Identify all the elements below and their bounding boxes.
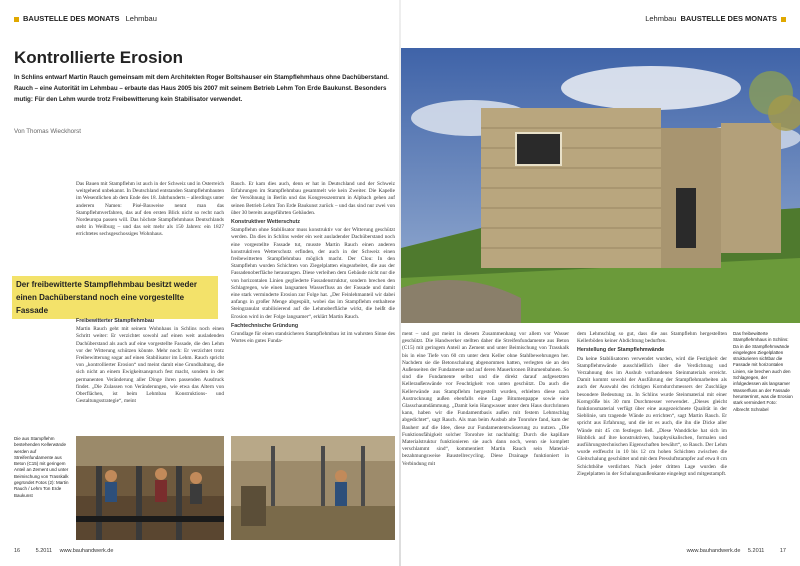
- website-label: www.bauhandwerk.de: [59, 548, 114, 554]
- column-1-bottom: [76, 316, 224, 434]
- house-photo-image: [401, 48, 800, 323]
- construction-photo-2-image: [231, 436, 395, 540]
- section-label: BAUSTELLE DES MONATS: [680, 14, 777, 23]
- subheading: Fachtechnische Gründung: [231, 322, 299, 329]
- paragraph: Rauch. Er kam dies auch, denn er hat in Deutschland und der Schweiz Erfahrungen im Stampflehmbau gesammelt wie kein Zweiter. Die Kapelle der Versöhnung in Berlin und das Kongresszentrum in Alpbach gehen auf seinen Betrieb Lehm Ton Erde Baukunst zurück – und das sind nur zwei von über 30 bereits ausgeführten Gebäuden.: [231, 181, 395, 216]
- subheading: Freibewitterter Stampflehmbau: [76, 318, 154, 324]
- column-3: [402, 331, 569, 541]
- section-marker-icon: [14, 17, 19, 22]
- column-4: [577, 331, 727, 541]
- house-photo: [401, 48, 800, 323]
- column-2: [231, 181, 395, 434]
- subheading: Konstruktiver Wetterschutz: [231, 219, 301, 226]
- paragraph: Da keine Stabilisatoren verwendet wurden, wird die Festigkeit der Stampflehmwände ausschließlich über die Verdichtung und Verzahnung des im Aushub vorhandenen Steinmaterials erreicht. Damit kommt sowohl der Ausführung der Stampflehmarbeiten als auch der Auswahl des richtigen Korndurchmessers der Zuschläge besondere Bedeutung zu. In Schlins wurde Steinmaterial mit einer Korngröße bis 30 mm Durchmesser verwendet. „Dieses gleicht funktionsmaterial verfügt über eine ausgezeichnete Qualität in der Sieblinie, um tragende Wände zu errichten“, sagt Martin Rauch. Er spricht aus Erfahrung, und die ist es auch, die ihn die Dicke aller Wände mit 45 cm festlegen ließ. „Diese Wanddicke hat sich im Hinblick auf ihre konstruktiven, bauphysikalischen, formalen und ausführungstechnischen Eigenschaften bewährt“, so Rauch. Der Lehm wurde erdfeucht in 10 bis 12 cm hohen Schichten zwischen die Gleitschalung geschüttet und mit dem Pressluftstampfer auf etwa 8 cm Schichthöhe verdichtet. Nach jeder dritten Lage wurden die Ziegelplatten in der Schalungsaußenkante eingelegt und mitgestampft.: [577, 355, 727, 477]
- byline: Von Thomas Wieckhorst: [14, 128, 81, 135]
- construction-photo-1-image: [76, 436, 224, 540]
- left-footer: [14, 548, 113, 554]
- paragraph: Martin Rauch geht mit seinem Wohnhaus in Schlins noch einen Schritt weiter: Er verzichtet sowohl auf einen weit ausladenden Dachüberstand als auch auf eine vorgestellte Fassade, die den Lehm vor der Witterung schützen könnte. Mehr noch: Er verzichtet trotz Freibewitterung sogar auf einen Stabilisator im Lehm. Rauch spricht von „kontrollierter Erosion“ und meint damit eine Grundhaltung, die sich nicht an einem Ewigkeitsanspruch fest macht, sondern in der permanenten Veränderung aller Dinge ihren passenden Ausdruck findet. „Die Zulassen von Veränderungen, wie etwa das Altern von Oberflächen, ist beim Lehmbau Konstruktions- und Gestaltungsstrategie“, meint: [76, 326, 224, 405]
- right-footer: [687, 548, 786, 554]
- topic-label: Lehmbau: [125, 14, 157, 23]
- page-number: 17: [779, 548, 786, 554]
- topic-label: Lehmbau: [645, 14, 677, 23]
- column-1-top: [76, 181, 224, 261]
- left-running-header: [14, 14, 157, 23]
- paragraph: Das Bauen mit Stampflehm ist auch in der Schweiz und in Österreich weitgehend unbekannt. In Deutschland entstanden Stampflehmbauten im Wesentlichen ab dem Ende des 18. Jahrhunderts – allerdings unter anderem Namen: Pisé-Bauweise nennt man das Stampflehmverfahren, das auf den ersten Blick nicht so recht nach Nordeuropa passen will. Das höchste Stampflehmhaus Deutschlands steht in Weilburg – und das seit mehr als 150 Jahren: ein 1827 errichtetes sechsgeschossiges Wohnhaus.: [76, 181, 224, 238]
- paragraph: Grundlage für einen standsicheren Stampflehmbau ist im wahrsten Sinne des Wortes ein gutes Funda-: [231, 331, 395, 345]
- section-marker-icon: [781, 17, 786, 22]
- photo-caption-right: Das freibewitterte Stampflehmhaus in Schlins: Da in die Stampflehmwände eingelegten Ziegelplatten strukturieren sichtbar die Fassade mit horizontalen Linien, sie brechen auch den Schlagregen, der infolgedessen als langsamer Wasserfluss an der Fassade herunterrinnt, was die Erosion stark vermindert Foto: Albrecht Schrabel: [733, 331, 793, 412]
- subheading: Herstellung der Stampflehmwände: [577, 347, 665, 354]
- section-label: BAUSTELLE DES MONATS: [23, 14, 120, 23]
- paragraph: dem Lehmschlag so gut, dass die aus Stampflehm hergestellten Kellerböden keiner Abdichtung bedurften.: [577, 331, 727, 345]
- page-number: 16: [14, 548, 21, 554]
- article-title: Kontrollierte Erosion: [14, 48, 184, 67]
- article-lead: In Schlins entwarf Martin Rauch gemeinsam mit dem Architekten Roger Boltshauser ein Stampflehmhaus ohne Dachüberstand. Rauch – eine Autorität im Lehmbau – erbaute das Haus 2005 bis 2007 mit seinem Betrieb Lehm Ton Erde Baukunst. Besonders mutig: Für den Lehm wurde trotz Freibewitterung kein Stabilisator verwendet.: [14, 74, 389, 103]
- photo-caption-left: Die aus Stampflehm bestehenden Kellerwände werden auf Streifenfundamente aus Beton (C15) mit geringem Anteil an Zement und unter Beimischung von Trasskalk gegründet Fotos (2): Martin Rauch / Lehm Ton Erde Baukunst: [14, 436, 69, 498]
- paragraph: ment – und gut meint in diesem Zusammenhang vor allem vor Wasser geschützt. Die Handwerker stellten daher die Streifenfundamente aus Beton (C15) mit geringem Anteil an Zement und unter Beimischung von Trasskalk bis in eine Tiefe von 60 cm unter dem Keller ohne Stahlbewehrungen her. Nachdem sie die Betonschalung abgenommen hatten, verlegten sie an den Außenseiten der Fundamente und auf deren Mauerkronen Bitumenbahnen. So sind die Fundamente selbst und die direkt darauf aufgesetzten Kelleraußenwände vor Feuchtigkeit von unten geschützt. Da auch die Kellerwände aus Stampflehm hergestellt wurden, erhielten diese nach Austrocknung außen ebenfalls eine Lage Bitumenpappe sowie eine Glasschaumdämmung. „Damit kein Hangwasser unter dem Haus durchrinnen kann, haben wir die Fundamentbasis außen mit festem Lehmschlag abgedichtet“, sagt Rauch. Als man beim Ausbub alte Tonrohre fand, kam der Bauherr auf die Idee, diese zur Fundamententwässerung zu nutzen. „Die Funktionsfähigkeit solcher Tonrohre ist nachhaltig: Durch die kapillare Materialstruktur funktionieren sie auch dann noch, wenn sie komplett verschlammt sind“, kommentiert Martin Rauch sein Material-bezahmungsweise Baustellrecycling. Diese Drainage funktioniert in Verbindung mit: [402, 331, 569, 467]
- paragraph: Stampflehm ohne Stabilisator muss konstruktiv vor der Witterung geschützt werden. Da dies in Schlins weder ein weit ausladender Dachüberstand noch eine vorgestellte Fassade tut, musste Martin Rauch einen anderen konstruktiven Wetterschutz erfinden, der auch in der Schweiz einen freibewitterten Stampflehmbau möglich macht. Der Clou: In den Stampflehm wurden Schichten von Ziegelplatten eingearbeitet, die aus der Fassadenoberfläche herausragen. Diese verleihen dem Gebäude nicht nur die von horizontalen Linien gegliederte Fassadenstruktur, sondern brechen den Schlagregen, wie einen langsamen Wasserfluss an der Fassade und damit eine stark verminderte Erosion zur Folge hat. „Der Feinlehmanteil wir dabei anfangs in großer Menge abgespült, wobei das im Stampflehm enthaltene Steingranulat stabilisierend auf die Lehmoberfläche wirkt, die heißt die Erosion wird in der Folge langsamer“, erklärt Martin Rauch.: [231, 227, 395, 320]
- issue-label: 5.2011: [35, 548, 53, 554]
- construction-photo-2: [231, 436, 395, 540]
- pull-quote: Der freibewitterte Stampflehmbau besitzt weder einen Dachüberstand noch eine vorgestellte Fassade: [12, 276, 218, 319]
- construction-photo-1: [76, 436, 224, 540]
- issue-label: 5.2011: [747, 548, 765, 554]
- website-label: www.bauhandwerk.de: [686, 548, 741, 554]
- right-running-header: [645, 14, 786, 23]
